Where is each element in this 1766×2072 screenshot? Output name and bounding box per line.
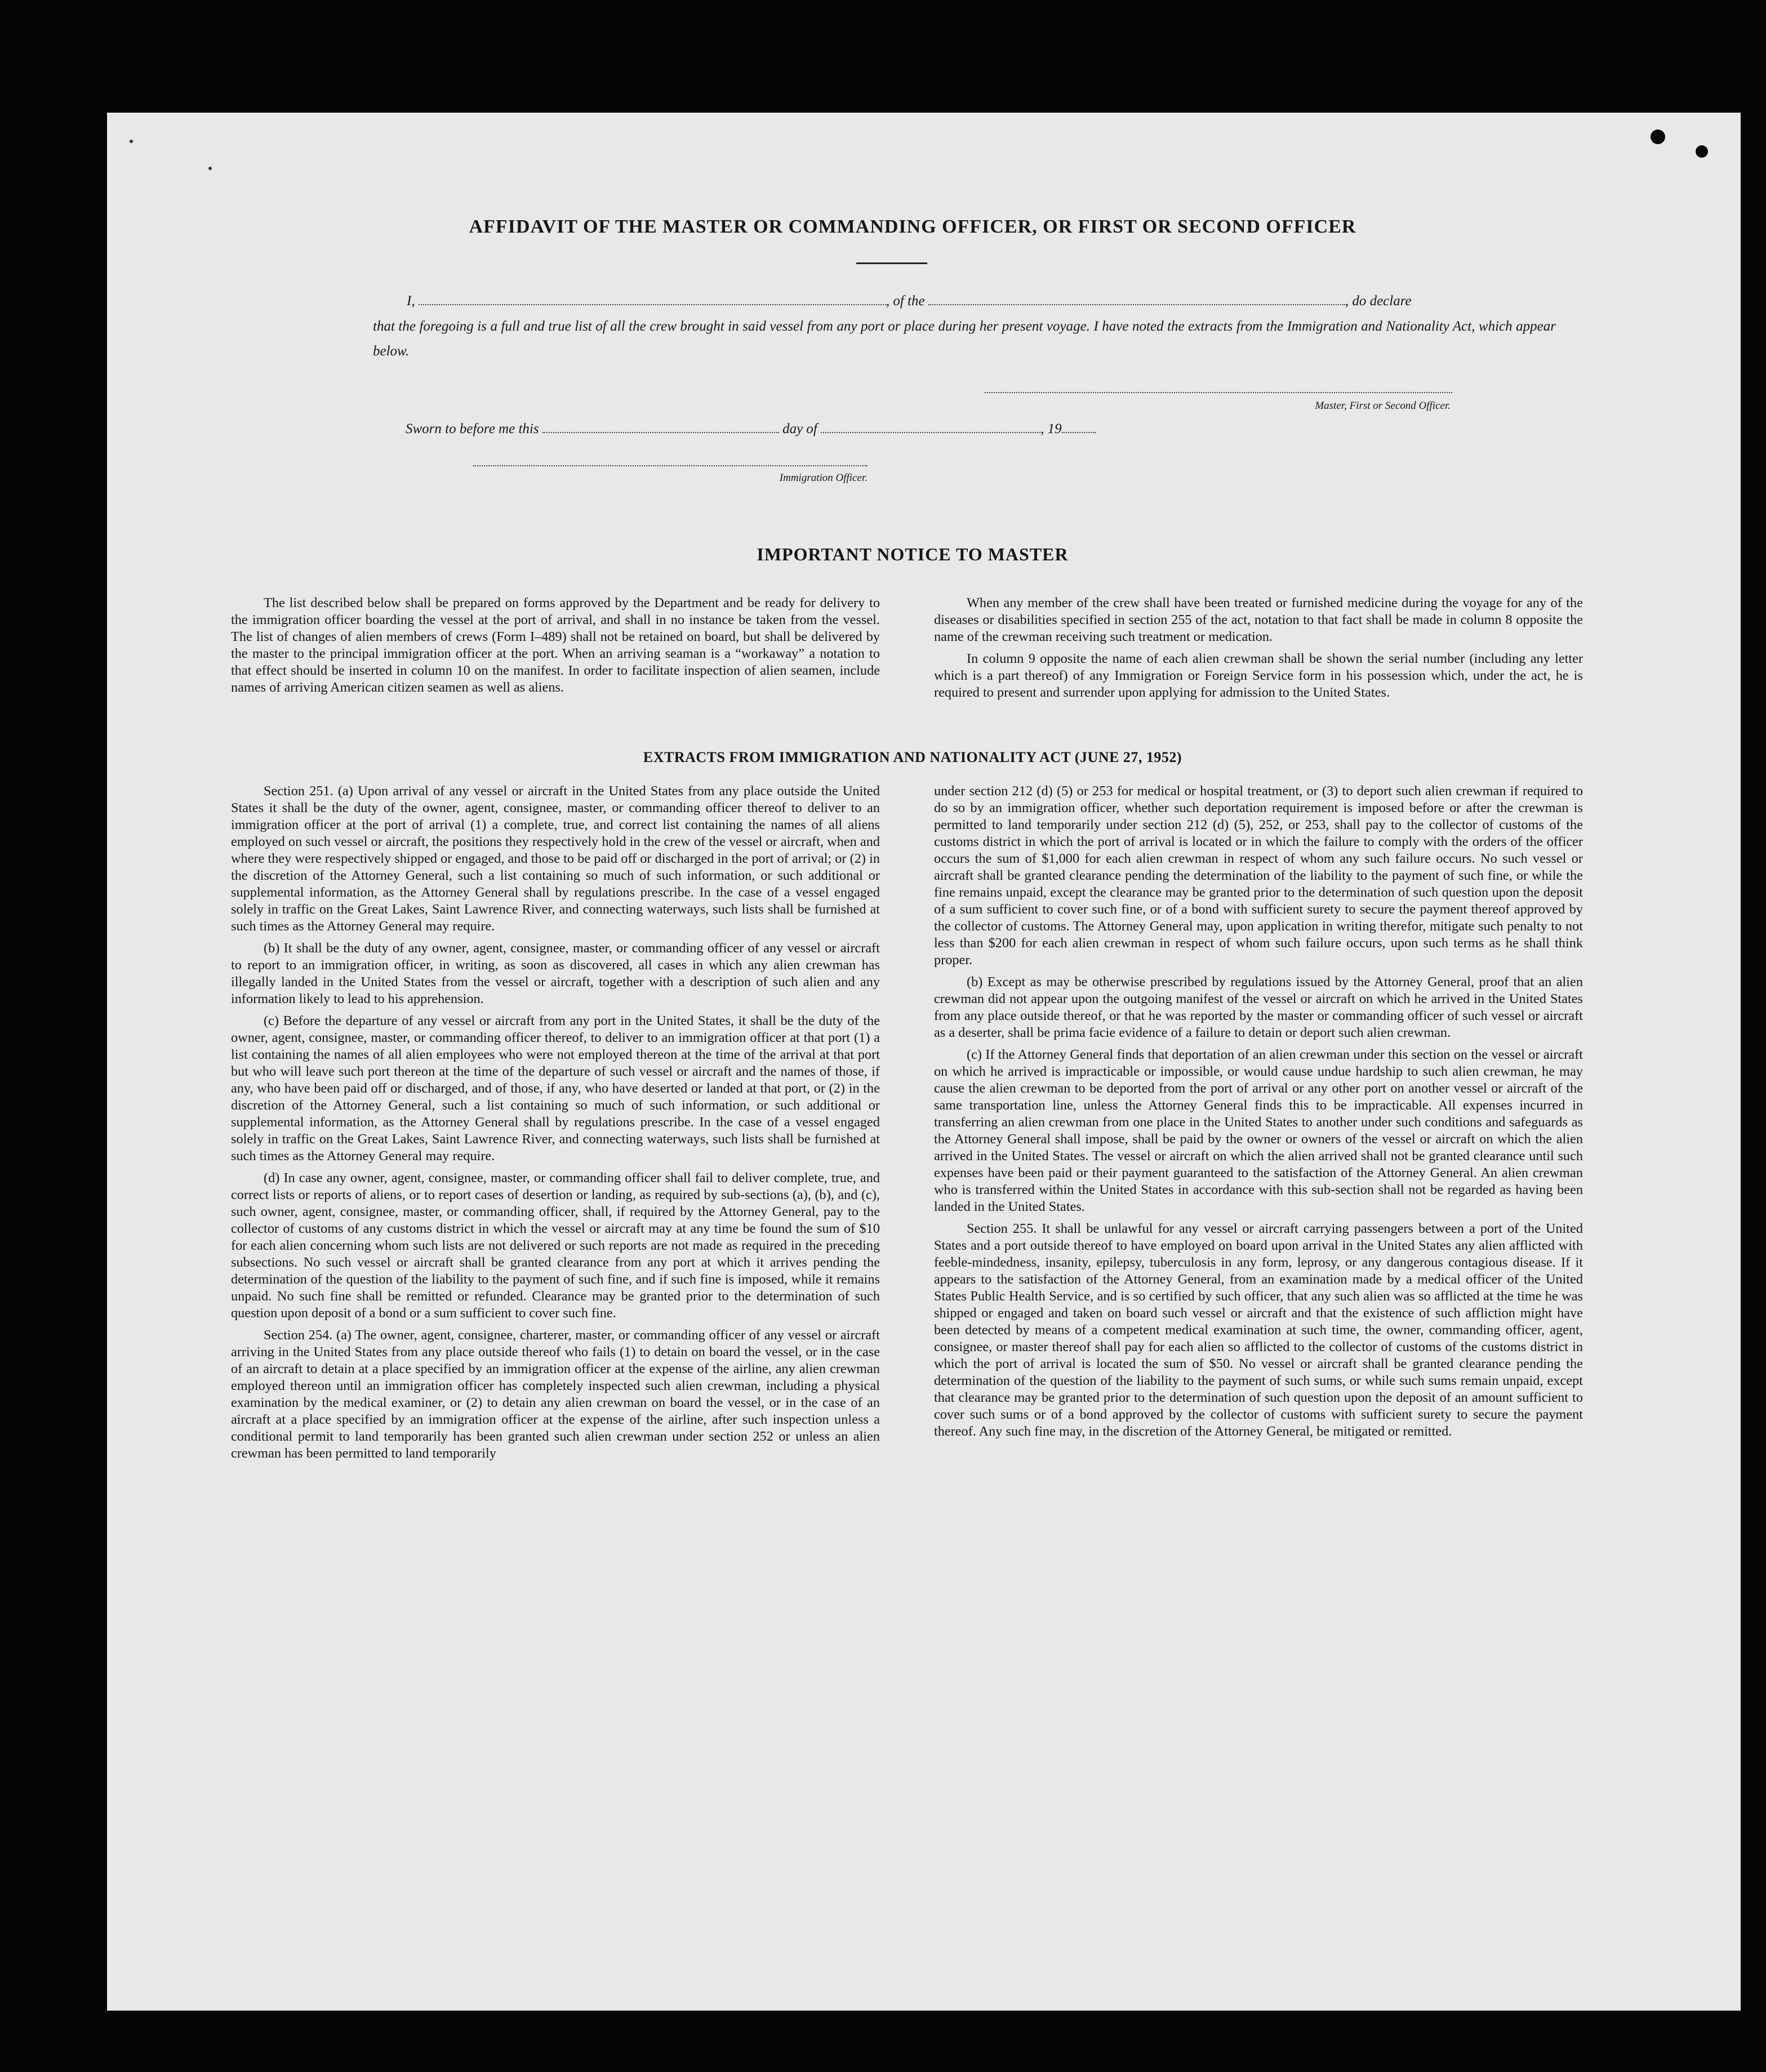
sworn-day-field[interactable] bbox=[542, 417, 779, 433]
extract-paragraph: (c) Before the departure of any vessel or aircraft from any port in the United States, it shall be the duty of the owner, agent, consignee, master, or commanding officer thereof, to deliver to an immigration officer at that port (1) a list containing the names of all alien employees who were not employed thereon at the time of the arrival at that port but who will leave such port thereon at the time of the departure of such vessel or aircraft and the names of those, if any, who have been paid off or discharged, and of those, if any, who have deserted or landed at that port, or (2) in the discretion of the Attorney General, such a list containing so much of such information, or such additional or supplemental information, as the Attorney General shall by regulations prescribe. In the case of a vessel engaged solely in traffic on the Great Lakes, Saint Lawrence River, and connecting waterways, such lists shall be furnished at such times as the Attorney General may require. bbox=[231, 1013, 880, 1164]
signature-label: Master, First or Second Officer. bbox=[1315, 400, 1451, 412]
declaration-i: I, bbox=[407, 293, 415, 309]
affidavit-title: AFFIDAVIT OF THE MASTER OR COMMANDING OFFICER, OR FIRST OR SECOND OFFICER bbox=[469, 216, 1356, 237]
ink-speck bbox=[208, 167, 212, 170]
extracts-title: EXTRACTS FROM IMMIGRATION AND NATIONALITY ACT (JUNE 27, 1952) bbox=[643, 749, 1182, 765]
year-label: , 19 bbox=[1040, 421, 1062, 436]
sworn-month-field[interactable] bbox=[821, 417, 1040, 433]
extract-paragraph: Section 254. (a) The owner, agent, consignee, charterer, master, or commanding officer of any vessel or aircraft arriving in the United States from any place outside thereof who fails (1) to detain on board the vessel, or in the case of an aircraft to detain at a place specified by an immigration officer at the expense of the airline, any alien crewman employed thereon until an immigration officer has completely inspected such alien crewman, including a physical examination by the medical examiner, or (2) to detain any alien crewman on board the vessel, or in the case of an aircraft at a place specified by an immigration officer at the expense of the airline, after such inspection unless a conditional permit to land temporarily has been granted such alien crewman under section 252 or unless an alien crewman has been permitted to land temporarily bbox=[231, 1327, 880, 1461]
sworn-line bbox=[406, 417, 1096, 437]
sworn-year-field[interactable] bbox=[1062, 417, 1096, 433]
extracts-left-column bbox=[231, 783, 880, 1467]
notice-paragraph: The list described below shall be prepared on forms approved by the Department and be ready for delivery to the immigration officer boarding the vessel at the port of arrival, and shall in no instance be taken from the vessel. The list of changes of alien members of crews (Form I–489) shall not be retained on board, but shall be delivered by the master to the principal immigration officer at the port. When an arriving seaman is a “workaway” a notation to that effect should be inserted in column 10 on the manifest. In order to facilitate inspection of alien seamen, include names of arriving American citizen seamen as well as aliens. bbox=[231, 595, 880, 695]
ink-speck bbox=[130, 140, 133, 143]
extract-paragraph: (b) Except as may be otherwise prescribed by regulations issued by the Attorney General, proof that an alien crewman did not appear upon the outgoing manifest of the vessel or aircraft on which he arrived in the United States from any place outside thereof, or that he was reported by the master or commanding officer of such vessel or aircraft as a deserter, shall be prima facie evidence of a failure to detain or deport such alien crewman. bbox=[934, 974, 1583, 1040]
officer-label: Immigration Officer. bbox=[779, 472, 868, 484]
ink-speck bbox=[1696, 145, 1708, 158]
vessel-field[interactable] bbox=[928, 289, 1345, 305]
notice-right-column bbox=[934, 595, 1583, 706]
do-declare-label: , do declare bbox=[1345, 293, 1412, 309]
extract-paragraph: (d) In case any owner, agent, consignee, master, or commanding officer shall fail to deliver complete, true, and correct lists or reports of aliens, or to report cases of desertion or landing, as required by sub-sections (a), (b), and (c), such owner, agent, consignee, master, or commanding officer, shall, if required by the Attorney General, pay to the collector of customs of any customs district in which the vessel or aircraft may at any time be found the sum of $10 for each alien concerning whom such lists are not delivered or such reports are not made as required in the preceding subsections. No such vessel or aircraft shall be granted clearance from any port at which it arrives pending the determination of the question of the liability to the payment of such fine, and if such fine is imposed, while it remains unpaid. No such fine shall be remitted or refunded. Clearance may be granted prior to the determination of such question upon deposit of a bond or a sum sufficient to cover such fine. bbox=[231, 1170, 880, 1321]
extract-paragraph: under section 212 (d) (5) or 253 for medical or hospital treatment, or (3) to deport such alien crewman if required to do so by an immigration officer, whether such deportation requirement is imposed before or after the crewman is permitted to land temporarily under section 212 (d) (5), 252, or 253, shall pay to the collector of customs of the customs district in which the port of arrival is located or in which the failure to comply with the orders of the officer occurs the sum of $1,000 for each alien crewman in respect of whom any such failure occurs. No such vessel or aircraft shall be granted clearance pending the determination of the liability to the payment of such fine, or while the fine remains unpaid, except the clearance may be granted prior to the determination of such question upon the deposit of a sum sufficient to cover such fine, or of a bond with sufficient surety to secure the payment thereof approved by the collector of customs. The Attorney General may, upon application in writing therefor, mitigate such penalty to not less than $200 for each alien crewman in respect of whom such failure occurs, upon such terms as he shall think proper. bbox=[934, 783, 1583, 968]
notice-title: IMPORTANT NOTICE TO MASTER bbox=[757, 544, 1069, 564]
extract-paragraph: Section 255. It shall be unlawful for any vessel or aircraft carrying passengers between a port of the United States and a port outside thereof to have employed on board upon arrival in the United States any alien afflicted with feeble-mindedness, insanity, epilepsy, tuberculosis in any form, leprosy, or any dangerous contagious disease. If it appears to the satisfaction of the Attorney General, from an examination made by a medical officer of the United States Public Health Service, and is so certified by such officer, that any such alien was so afflicted at the time he was shipped or engaged and taken on board such vessel or aircraft and that the existence of such affliction might have been detected by means of a competent medical examination at such time, the owner, commanding officer, agent, consignee, or master thereof shall pay for each alien so afflicted to the collector of customs of the customs district in which the port of arrival is located the sum of $50. No vessel or aircraft shall be granted clearance pending the determination of the question of the liability to the payment of such sums, or while such sums remain unpaid, except that clearance may be granted prior to the determination of such question upon the deposit of an amount sufficient to cover such sums or of a bond approved by the collector of customs with sufficient surety to secure the payment thereof. Any such fine may, in the discretion of the Attorney General, be mitigated or remitted. bbox=[934, 1221, 1583, 1439]
day-of-label: day of bbox=[782, 421, 817, 436]
extract-paragraph: (b) It shall be the duty of any owner, agent, consignee, master, or commanding officer of any vessel or aircraft to report to an immigration officer, in writing, as soon as discovered, all cases in which any alien crewman has illegally landed in the United States from the vessel or aircraft, together with a description of such alien and any information likely to lead to his apprehension. bbox=[231, 941, 880, 1006]
extract-paragraph: (c) If the Attorney General finds that deportation of an alien crewman under this section on the vessel or aircraft on which he arrived is impracticable or impossible, or would cause undue hardship to such alien crewman, he may cause the alien crewman to be deported from the port of arrival or any other port on another vessel or aircraft of the same transportation line, unless the Attorney General finds this to be impracticable. All expenses incurred in transferring an alien crewman from one place in the United States to another under such conditions and safeguards as the Attorney General shall impose, shall be paid by the owner or owners of the vessel or aircraft on which the alien arrived in the United States. The vessel or aircraft on which the alien arrived shall not be granted clearance until such expenses have been paid or their payment guaranteed to the satisfaction of the Attorney General. An alien crewman who is transferred within the United States in accordance with this sub-section shall not be regarded as having been landed in the United States. bbox=[934, 1047, 1583, 1214]
declaration-statement: that the foregoing is a full and true list of all the crew brought in said vessel from any port or place during her present voyage. I have noted the extracts from the Immigration and Nationality Act, which appear below. bbox=[373, 319, 1556, 359]
ink-speck bbox=[1651, 130, 1665, 144]
signature-line[interactable] bbox=[985, 392, 1452, 393]
declaration-line bbox=[407, 289, 1567, 309]
of-the-label: , of the bbox=[886, 293, 925, 309]
notice-paragraph: When any member of the crew shall have been treated or furnished medicine during the voyage for any of the diseases or disabilities specified in section 255 of the act, notation to that fact shall be made in column 8 opposite the name of the crewman receiving such treatment or medication. bbox=[934, 595, 1583, 644]
sworn-label: Sworn to before me this bbox=[406, 421, 539, 436]
title-underline bbox=[856, 262, 927, 264]
notice-left-column bbox=[231, 595, 880, 701]
extracts-right-column bbox=[934, 783, 1583, 1445]
notice-paragraph: In column 9 opposite the name of each alien crewman shall be shown the serial number (including any letter which is a part thereof) of any Immigration or Foreign Service form in his possession which, under the act, he is required to present and surrender upon applying for admission to the United States. bbox=[934, 651, 1583, 700]
officer-signature-line[interactable] bbox=[473, 465, 868, 466]
extract-paragraph: Section 251. (a) Upon arrival of any vessel or aircraft in the United States from any place outside the United States it shall be the duty of the owner, agent, consignee, master, or commanding officer thereof to deliver to an immigration officer at the port of arrival (1) a complete, true, and correct list containing the names of all aliens employed on such vessel or aircraft, the positions they respectively hold in the crew of the vessel or aircraft, when and where they were respectively shipped or engaged, and those to be paid off or discharged in the port of arrival; or (2) in the discretion of the Attorney General, such a list containing so much of such information, or such additional or supplemental information, as the Attorney General shall by regulations prescribe. In the case of a vessel engaged solely in traffic on the Great Lakes, Saint Lawrence River, and connecting waterways, such lists shall be furnished at such times as the Attorney General may require. bbox=[231, 783, 880, 934]
document-page bbox=[107, 113, 1741, 2011]
name-field[interactable] bbox=[419, 289, 886, 305]
